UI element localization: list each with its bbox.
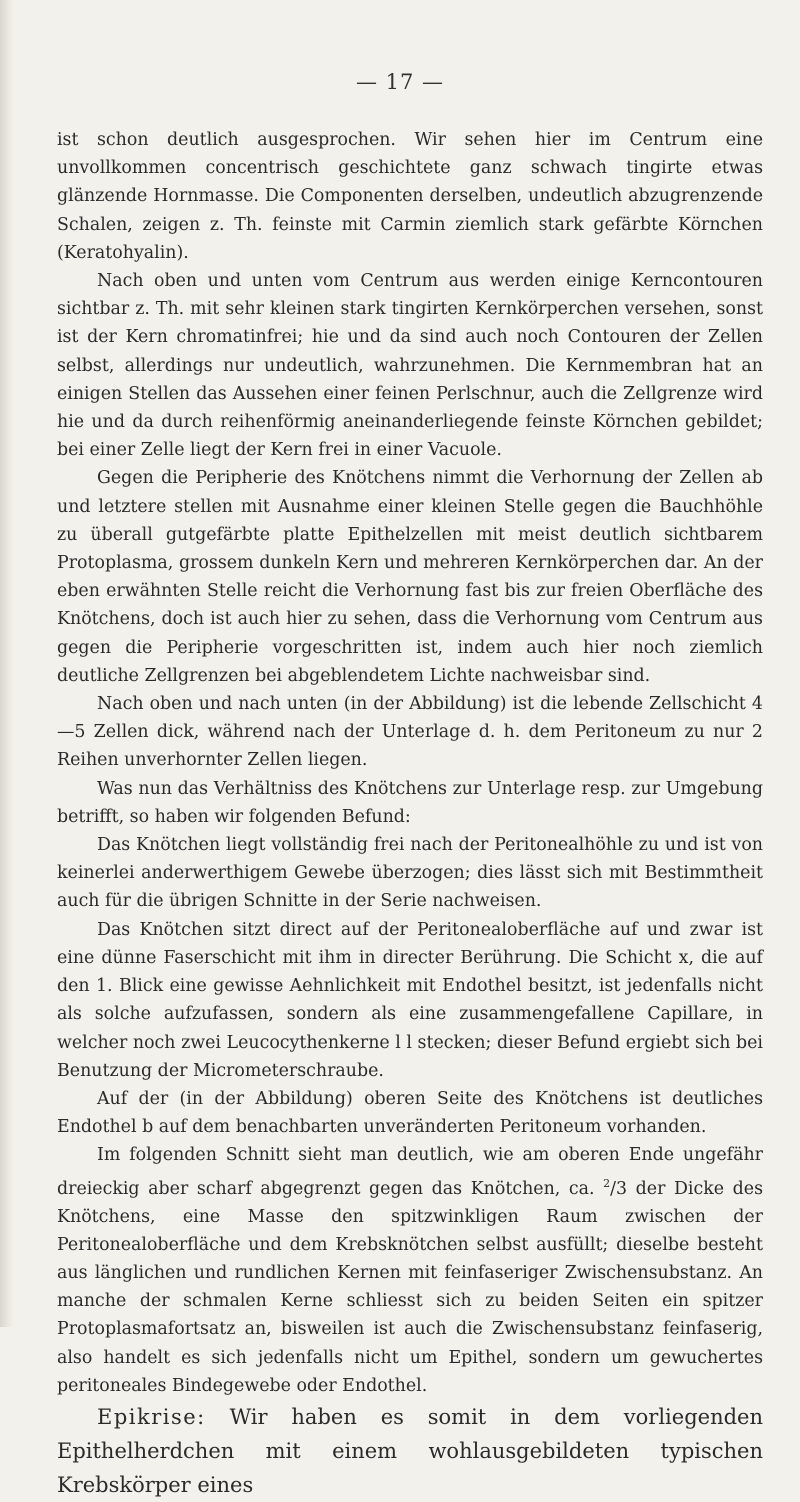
page-edge-shadow bbox=[0, 0, 14, 1327]
paragraph-4: Nach oben und nach unten (in der Abbildung) ist die lebende Zellschicht 4—5 Zellen dick, während nach der Unterlage d. h. dem Peritoneum zu nur 2 Reihen unverhornter Zellen liegen. bbox=[57, 694, 763, 771]
paragraph-5: Was nun das Verhältniss des Knötchens zur Unterlage resp. zur Umgebung betrifft, so haben wir folgenden Befund: bbox=[57, 778, 763, 827]
paragraph-1: ist schon deutlich ausgesprochen. Wir sehen hier im Centrum eine unvollkommen concentrisch geschichtete ganz schwach tingirte etwas glänzende Hornmasse. Die Componenten derselben, undeutlich abzugrenzende Schalen, zeigen z. Th. feinste mit Carmin ziemlich stark gefärbte Körnchen (Keratohyalin). bbox=[57, 130, 763, 263]
paragraph-7: Das Knötchen sitzt direct auf der Peritonealoberfläche auf und zwar ist eine dünne Faserschicht mit ihm in directer Berührung. Die Schicht x, die auf den 1. Blick eine gewisse Aehnlichkeit mit Endothel besitzt, ist jedenfalls nicht als solche aufzufassen, sondern als eine zusammengefallene Capillare, in welcher noch zwei Leucocythenkerne l l stecken; dieser Befund ergiebt sich bei Benutzung der Micrometerschraube. bbox=[57, 919, 763, 1081]
epikrise-text: Wir haben es somit in dem vorliegenden Epithelherdchen mit einem wohlausgebildeten typischen Krebskörper eines bbox=[57, 1404, 763, 1497]
page-number: — 17 — bbox=[355, 70, 445, 94]
epikrise-paragraph bbox=[57, 1400, 763, 1502]
epikrise-label: Epikrise: bbox=[97, 1404, 206, 1429]
paragraph-9: Im folgenden Schnitt sieht man deutlich, wie am oberen Ende ungefähr dreieckig aber scharf abgegrenzt gegen das Knötchen, ca. $^2$/3 der Dicke des Knötchens, eine Masse den spitzwinkligen Raum zwischen der Peritonealoberfläche und dem Krebsknötchen selbst ausfüllt; dieselbe besteht aus länglichen und rundlichen Kernen mit feinfaseriger Zwischensubstanz. An manche der schmalen Kerne schliesst sich zu beiden Seiten ein spitzer Protoplasmafortsatz an, bisweilen ist auch die Zwischensubstanz feinfaserig, also handelt es sich jedenfalls nicht um Epithel, sondern um gewuchertes peritoneales Bindegewebe oder Endothel. bbox=[57, 1145, 763, 1396]
paragraph-8: Auf der (in der Abbildung) oberen Seite des Knötchens ist deutliches Endothel b auf dem benachbarten unveränderten Peritoneum vorhanden. bbox=[57, 1088, 763, 1138]
paragraph-6: Das Knötchen liegt vollständig frei nach der Peritonealhöhle zu und ist von keinerlei anderwerthigem Gewebe überzogen; dies lässt sich mit Bestimmtheit auch für die übrigen Schnitte in der Serie nachweisen. bbox=[57, 835, 763, 912]
paragraph-3: Gegen die Peripherie des Knötchens nimmt die Verhornung der Zellen ab und letztere stellen mit Ausnahme einer kleinen Stelle gegen die Bauchhöhle zu überall gutgefärbte platte Epithelzellen mit meist deutlich sichtbarem Protoplasma, grossem dunkeln Kern und mehreren Kernkörperchen dar. An der eben erwähnten Stelle reicht die Verhornung fast bis zur freien Oberfläche des Knötchens, doch ist auch hier zu sehen, dass die Verhornung vom Centrum aus gegen die Peripherie vorgeschritten ist, indem auch hier noch ziemlich deutliche Zellgrenzen bei abgeblendetem Lichte nachweisbar sind. bbox=[57, 468, 763, 686]
paragraph-9-before: Im folgenden Schnitt sieht man deutlich, wie am oberen Ende ungefähr dreieckig aber scharf abgegrenzt gegen das Knötchen, ca. bbox=[57, 1145, 763, 1199]
paragraph-9-after: der Dicke des Knötchens, eine Masse den spitzwinkligen Raum zwischen der Peritonealoberfläche und dem Krebsknötchen selbst ausfüllt; dieselbe besteht aus länglichen und rundlichen Kernen mit feinfaseriger Zwischensubstanz. An manche der schmalen Kerne schliesst sich zu beiden Seiten ein spitzer Protoplasmafortsatz an, bisweilen ist auch die Zwischensubstanz feinfaserig, also handelt es sich jedenfalls nicht um Epithel, sondern um gewuchertes peritoneales Bindegewebe oder Endothel. bbox=[57, 1178, 763, 1396]
paragraph-2: Nach oben und unten vom Centrum aus werden einige Kerncontouren sichtbar z. Th. mit sehr kleinen stark tingirten Kernkörperchen versehen, sonst ist der Kern chromatinfrei; hie und da sind auch noch Contouren der Zellen selbst, allerdings nur undeutlich, wahrzunehmen. Die Kernmembran hat an einigen Stellen das Aussehen einer feinen Perlschnur, auch die Zellgrenze wird hie und da durch reihenförmig aneinanderliegende feinste Körnchen gebildet; bei einer Zelle liegt der Kern frei in einer Vacuole. bbox=[57, 271, 763, 461]
fraction-numerator: 2 bbox=[603, 1176, 611, 1190]
body-text bbox=[57, 126, 763, 1502]
fraction-denominator: 3 bbox=[615, 1178, 628, 1199]
